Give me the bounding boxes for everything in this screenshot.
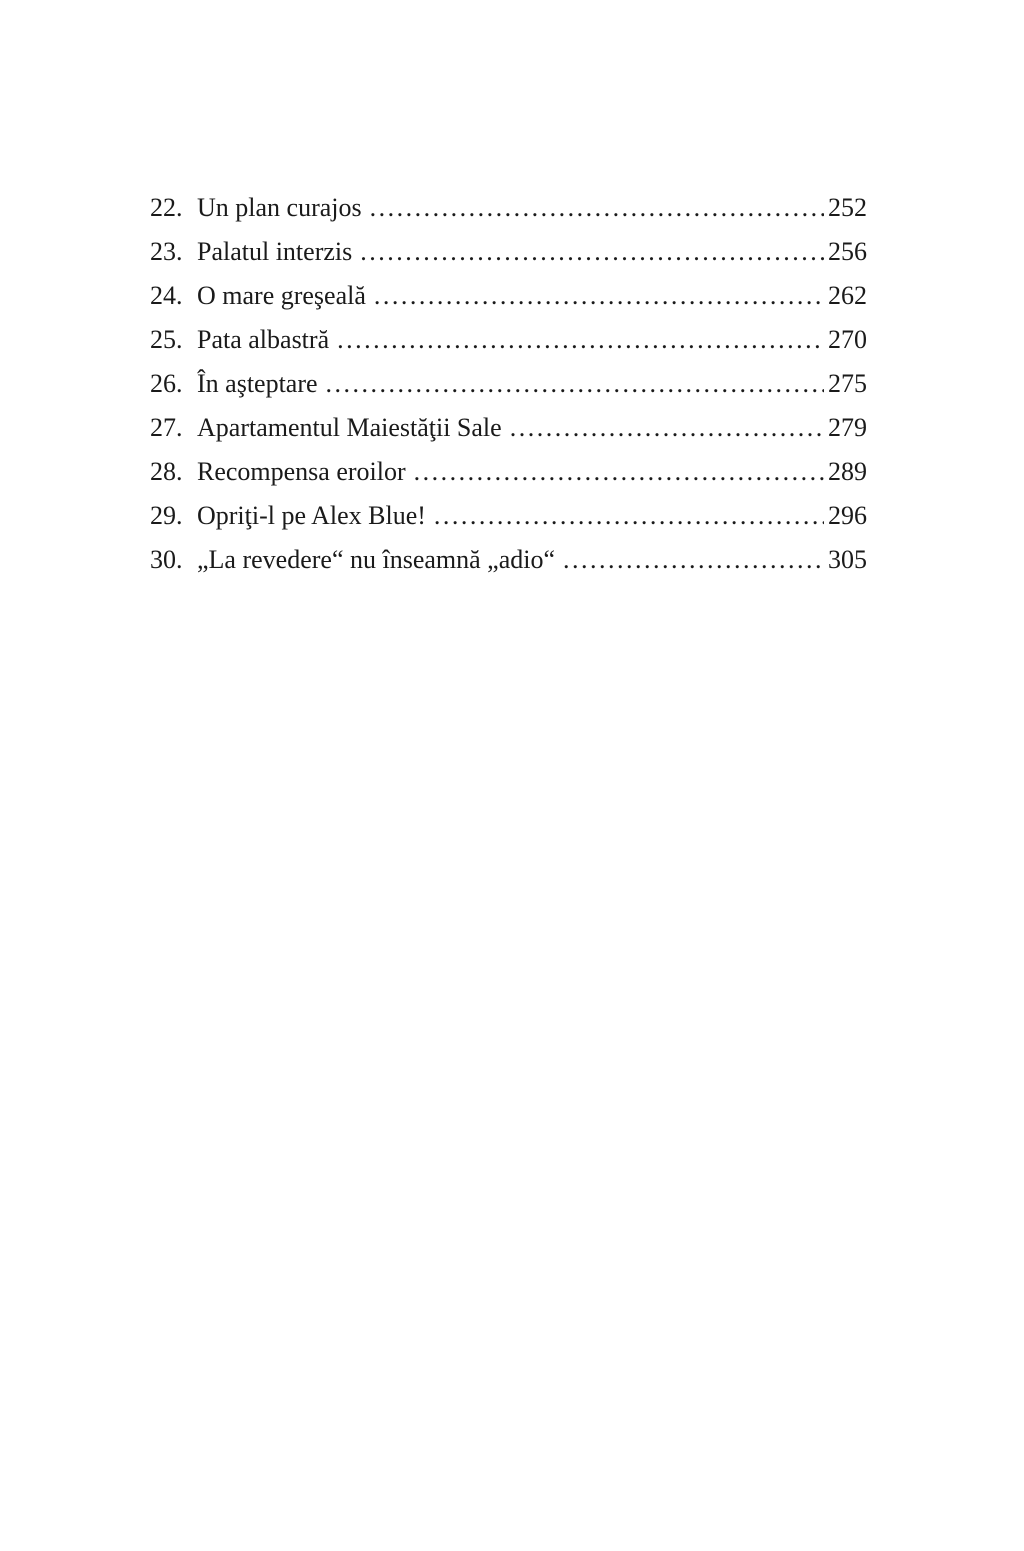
- toc-entry-28: [150, 450, 867, 494]
- dot-leader: [360, 230, 824, 274]
- chapter-title: „La revedere“ nu înseamnă „adio“: [197, 545, 556, 574]
- dot-leader: [370, 186, 824, 230]
- dot-leader: [434, 494, 824, 538]
- chapter-number: 28.: [150, 457, 183, 486]
- page-number: 256: [828, 237, 867, 266]
- toc-entry-27: [150, 406, 867, 450]
- dot-leader: [374, 274, 824, 318]
- page-number: 252: [828, 193, 867, 222]
- page-number: 275: [828, 369, 867, 398]
- table-of-contents: [150, 186, 867, 582]
- chapter-title: Recompensa eroilor: [197, 457, 406, 486]
- chapter-number: 27.: [150, 413, 183, 442]
- page-number: 262: [828, 281, 867, 310]
- chapter-number: 25.: [150, 325, 183, 354]
- dot-leader: [337, 318, 824, 362]
- chapter-number: 23.: [150, 237, 183, 266]
- page-number: 296: [828, 501, 867, 530]
- page-number: 289: [828, 457, 867, 486]
- chapter-title: În aşteptare: [197, 369, 318, 398]
- toc-entry-26: [150, 362, 867, 406]
- toc-entry-24: [150, 274, 867, 318]
- chapter-title: Apartamentul Maiestăţii Sale: [197, 413, 502, 442]
- toc-entry-30: [150, 538, 867, 582]
- dot-leader: [563, 538, 824, 582]
- chapter-title: Pata albastră: [197, 325, 330, 354]
- chapter-number: 29.: [150, 501, 183, 530]
- chapter-title: Un plan curajos: [197, 193, 362, 222]
- page-number: 279: [828, 413, 867, 442]
- toc-entry-25: [150, 318, 867, 362]
- chapter-number: 26.: [150, 369, 183, 398]
- chapter-title: O mare greşeală: [197, 281, 366, 310]
- dot-leader: [326, 362, 824, 406]
- chapter-number: 30.: [150, 545, 183, 574]
- dot-leader: [510, 406, 824, 450]
- page-number: 305: [828, 545, 867, 574]
- toc-entry-22: [150, 186, 867, 230]
- chapter-number: 24.: [150, 281, 183, 310]
- chapter-title: Palatul interzis: [197, 237, 353, 266]
- chapter-title: Opriţi-l pe Alex Blue!: [197, 501, 426, 530]
- dot-leader: [414, 450, 824, 494]
- toc-entry-29: [150, 494, 867, 538]
- chapter-number: 22.: [150, 193, 183, 222]
- page-number: 270: [828, 325, 867, 354]
- toc-entry-23: [150, 230, 867, 274]
